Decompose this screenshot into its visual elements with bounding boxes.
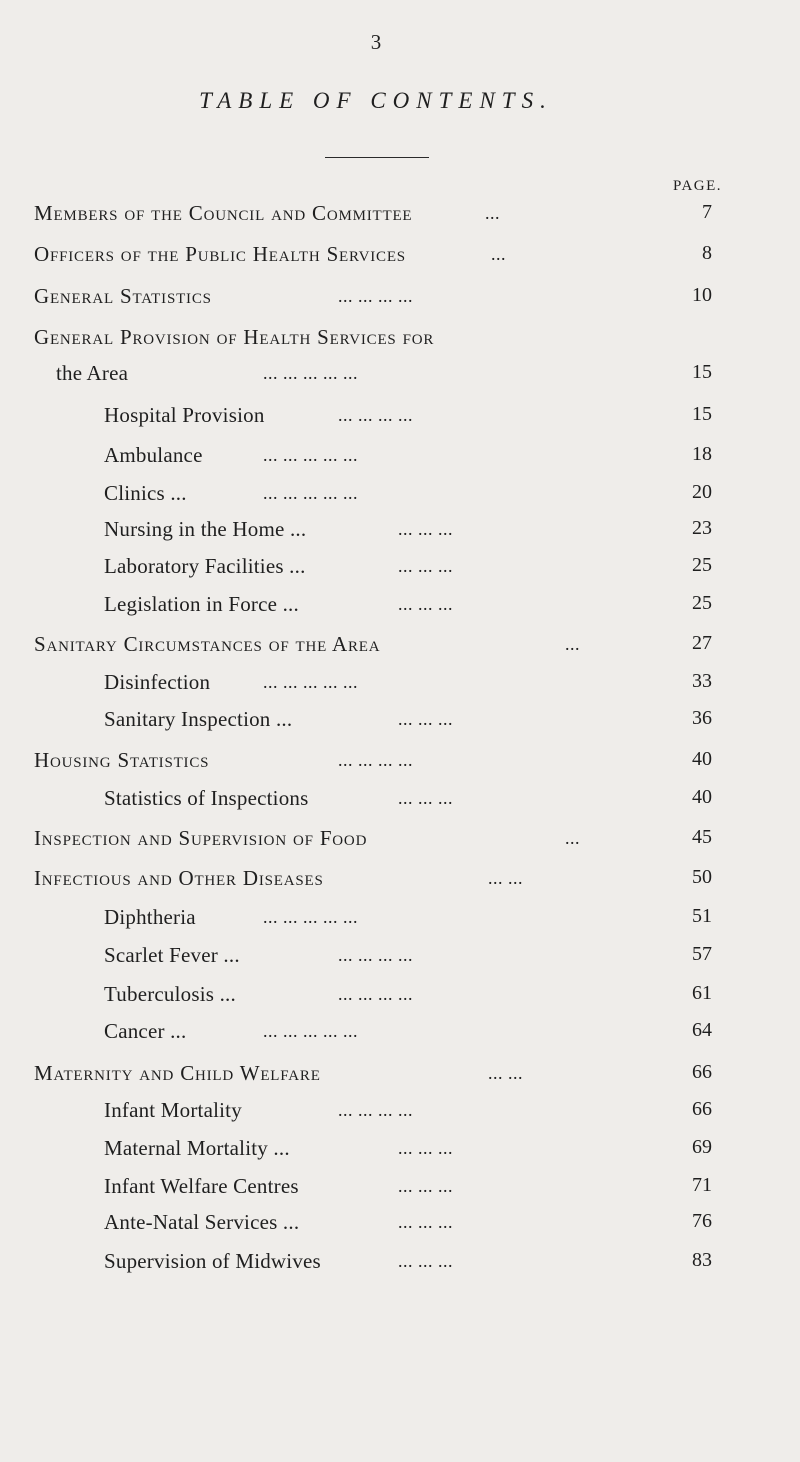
- toc-entry-label: Hospital Provision: [104, 403, 265, 427]
- toc-entry: [0, 670, 800, 704]
- toc-entry-label: Scarlet Fever ...: [104, 943, 240, 967]
- toc-entry-label: Maternity and Child Welfare: [34, 1061, 321, 1085]
- toc-entry-label: Infant Mortality: [104, 1098, 242, 1122]
- toc-entry-label: Supervision of Midwives: [104, 1249, 321, 1273]
- page-column-header: PAGE.: [673, 178, 723, 194]
- toc-page-number: 51: [692, 905, 712, 927]
- toc-dot-leader: ... ... ...: [398, 556, 453, 576]
- toc-entry: [0, 325, 800, 359]
- toc-dot-leader: ...: [491, 244, 506, 264]
- toc-entry-label: Laboratory Facilities ...: [104, 554, 306, 578]
- toc-entry: [0, 786, 800, 820]
- toc-entry: [0, 1210, 800, 1244]
- toc-page-number: 45: [692, 826, 712, 848]
- toc-entry-label: Statistics of Inspections: [104, 786, 309, 810]
- toc-page-number: 40: [692, 786, 712, 808]
- toc-page-number: 25: [692, 592, 712, 614]
- toc-page-number: 15: [692, 403, 712, 425]
- toc-page-number: 66: [692, 1098, 712, 1120]
- toc-page-number: 25: [692, 554, 712, 576]
- toc-dot-leader: ... ... ...: [398, 709, 453, 729]
- toc-entry-label: the Area: [56, 361, 129, 385]
- toc-entry-label: Ante-Natal Services ...: [104, 1210, 300, 1234]
- toc-entry-label: Sanitary Inspection ...: [104, 707, 293, 731]
- toc-dot-leader: ... ... ...: [398, 1251, 453, 1271]
- toc-dot-leader: ... ... ... ... ...: [263, 363, 358, 383]
- toc-entry-label: Legislation in Force ...: [104, 592, 299, 616]
- toc-page-number: 27: [692, 632, 712, 654]
- page-number: 3: [370, 30, 382, 54]
- toc-dot-leader: ...: [565, 828, 580, 848]
- toc-dot-leader: ... ... ... ...: [338, 750, 413, 770]
- toc-dot-leader: ... ... ... ...: [338, 405, 413, 425]
- toc-entry-label: Officers of the Public Health Services: [34, 242, 406, 266]
- toc-dot-leader: ... ... ... ... ...: [263, 445, 358, 465]
- toc-dot-leader: ... ... ... ... ...: [263, 1021, 358, 1041]
- toc-entry-label: Disinfection: [104, 670, 211, 694]
- toc-entry-label: General Provision of Health Services for: [34, 325, 435, 349]
- toc-entry-label: Housing Statistics: [34, 748, 210, 772]
- toc-entry: [0, 592, 800, 626]
- toc-entry: [0, 826, 800, 860]
- toc-entry-label: Diphtheria: [104, 905, 196, 929]
- toc-page-number: 69: [692, 1136, 712, 1158]
- toc-entry: [0, 517, 800, 551]
- toc-dot-leader: ... ... ... ... ...: [263, 483, 358, 503]
- toc-entry: [0, 361, 800, 395]
- toc-dot-leader: ... ... ...: [398, 788, 453, 808]
- toc-page-number: 64: [692, 1019, 712, 1041]
- toc-page-number: 71: [692, 1174, 712, 1196]
- toc-entry-label: Cancer ...: [104, 1019, 187, 1043]
- toc-page-number: 20: [692, 481, 712, 503]
- toc-page-number: 10: [692, 284, 712, 306]
- toc-entry: [0, 1136, 800, 1170]
- toc-dot-leader: ... ...: [488, 1063, 523, 1083]
- toc-dot-leader: ... ... ...: [398, 519, 453, 539]
- toc-entry: [0, 905, 800, 939]
- toc-entry: [0, 201, 800, 235]
- toc-dot-leader: ...: [565, 634, 580, 654]
- toc-page-number: 36: [692, 707, 712, 729]
- toc-page-number: 66: [692, 1061, 712, 1083]
- toc-dot-leader: ...: [485, 203, 500, 223]
- toc-entry: [0, 1098, 800, 1132]
- toc-dot-leader: ... ... ... ... ...: [263, 672, 358, 692]
- toc-entry-label: Infant Welfare Centres: [104, 1174, 299, 1198]
- toc-dot-leader: ... ... ... ... ...: [263, 907, 358, 927]
- toc-page-number: 40: [692, 748, 712, 770]
- toc-entry: [0, 632, 800, 666]
- toc-page-number: 18: [692, 443, 712, 465]
- toc-entry-label: Clinics ...: [104, 481, 187, 505]
- toc-entry-label: Inspection and Supervision of Food: [34, 826, 368, 850]
- toc-dot-leader: ... ... ...: [398, 594, 453, 614]
- toc-entry-label: Members of the Council and Committee: [34, 201, 413, 225]
- toc-page-number: 57: [692, 943, 712, 965]
- toc-page-number: 61: [692, 982, 712, 1004]
- toc-page-number: 7: [702, 201, 712, 223]
- toc-page-number: 15: [692, 361, 712, 383]
- toc-entry: [0, 554, 800, 588]
- toc-entry: [0, 443, 800, 477]
- toc-dot-leader: ... ... ... ...: [338, 984, 413, 1004]
- toc-entry: [0, 982, 800, 1016]
- toc-page-number: 23: [692, 517, 712, 539]
- toc-dot-leader: ... ... ... ...: [338, 1100, 413, 1120]
- toc-page-number: 83: [692, 1249, 712, 1271]
- toc-entry-label: Maternal Mortality ...: [104, 1136, 290, 1160]
- toc-entry: [0, 1174, 800, 1208]
- toc-entry: [0, 1019, 800, 1053]
- toc-entry-label: Nursing in the Home ...: [104, 517, 307, 541]
- toc-page-number: 33: [692, 670, 712, 692]
- toc-entry-label: General Statistics: [34, 284, 212, 308]
- toc-entry: [0, 707, 800, 741]
- toc-entry-label: Ambulance: [104, 443, 203, 467]
- toc-dot-leader: ... ... ...: [398, 1138, 453, 1158]
- toc-page-number: 8: [702, 242, 712, 264]
- title-divider: [325, 157, 429, 158]
- page-title: TABLE OF CONTENTS.: [199, 88, 553, 113]
- toc-entry: [0, 748, 800, 782]
- toc-dot-leader: ... ... ... ...: [338, 286, 413, 306]
- toc-entry-label: Infectious and Other Diseases: [34, 866, 324, 890]
- toc-page-number: 76: [692, 1210, 712, 1232]
- toc-entry: [0, 403, 800, 437]
- toc-dot-leader: ... ... ...: [398, 1176, 453, 1196]
- toc-entry: [0, 242, 800, 276]
- toc-entry: [0, 1249, 800, 1283]
- toc-entry: [0, 284, 800, 318]
- toc-page-number: 50: [692, 866, 712, 888]
- toc-entry: [0, 943, 800, 977]
- toc-entry: [0, 866, 800, 900]
- toc-dot-leader: ... ... ... ...: [338, 945, 413, 965]
- toc-entry: [0, 1061, 800, 1095]
- toc-entry-label: Sanitary Circumstances of the Area: [34, 632, 381, 656]
- toc-entry-label: Tuberculosis ...: [104, 982, 236, 1006]
- toc-entry: [0, 481, 800, 515]
- toc-dot-leader: ... ... ...: [398, 1212, 453, 1232]
- toc-dot-leader: ... ...: [488, 868, 523, 888]
